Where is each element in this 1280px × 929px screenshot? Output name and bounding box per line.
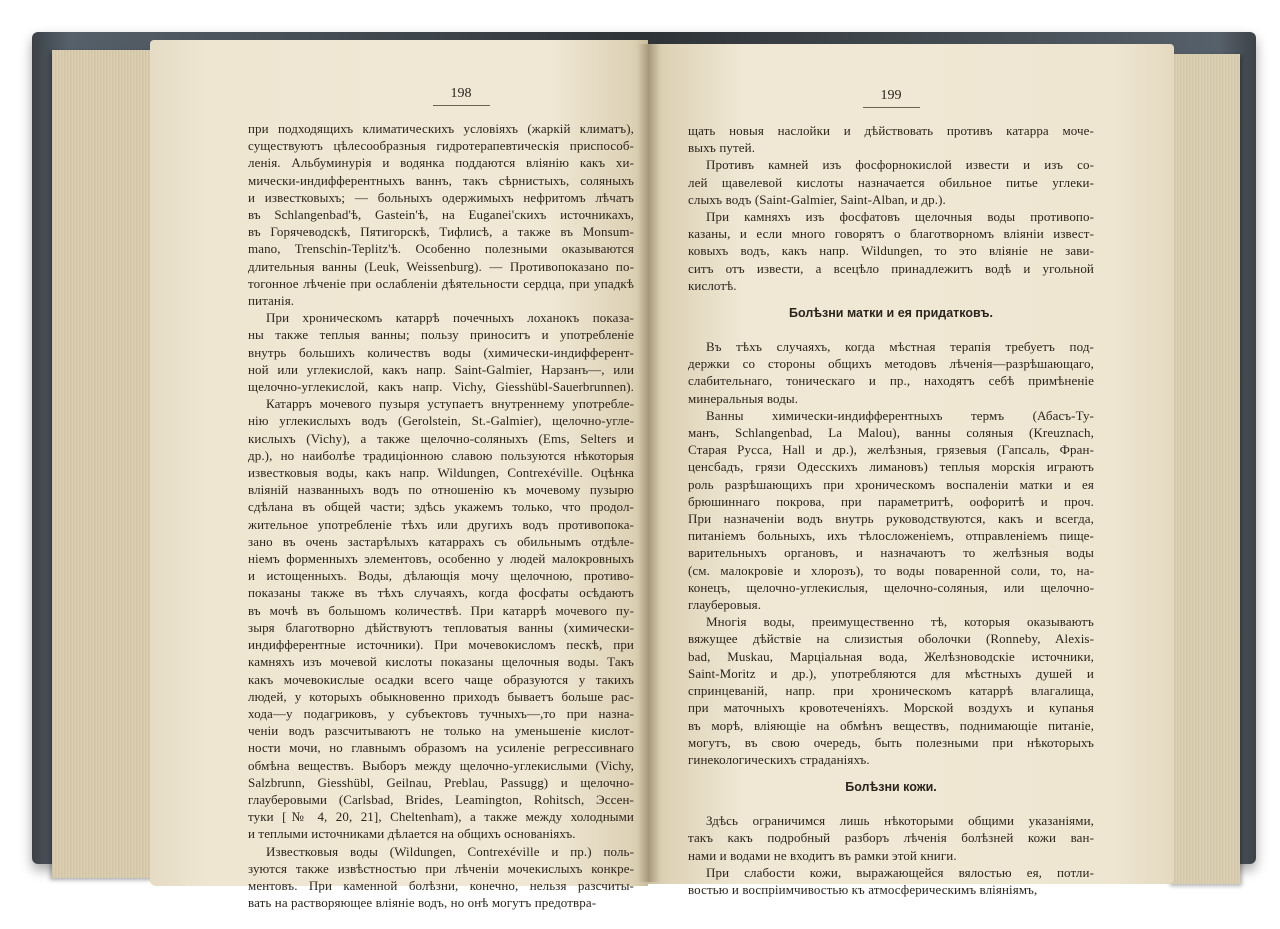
text-line: известковыя воды, какъ напр. Wildungen, Contrexéville. Оцѣнка bbox=[248, 465, 634, 481]
text-line: глауберовыя. bbox=[688, 597, 762, 613]
text-line: востью и воспріимчивостью къ атмосферическимъ вліяніямъ, bbox=[688, 881, 1038, 897]
text-line: въ Горячеводскѣ, Пятигорскѣ, Тифлисѣ, а также въ Monsum- bbox=[248, 224, 634, 240]
text-line: др.), но наиболѣе традиціонною славою пользуются нѣкоторыя bbox=[248, 447, 634, 463]
text-line: нами и водами не входитъ въ рамки этой книги. bbox=[688, 847, 957, 863]
text-line: кислыхъ (Vichy), а также щелочно-соляныхъ (Ems, Selters и bbox=[248, 430, 634, 446]
text-line: зано въ очень застарѣлыхъ катаррахъ съ обильнымъ отдѣле- bbox=[248, 533, 634, 549]
text-line: Въ тѣхъ случаяхъ, когда мѣстная терапія требуетъ под- bbox=[706, 339, 1094, 355]
text-line: въ морѣ, вліяющіе на обмѣнъ веществъ, поднимающіе питаніе, bbox=[688, 717, 1094, 733]
text-line: сдѣлана въ общей части; здѣсь укажемъ только, что продол- bbox=[248, 499, 634, 515]
text-line: конецъ, щелочно-углекислыя, щелочно-соляныя, или щелочно- bbox=[688, 579, 1094, 595]
text-line: bad, Muskau, Марціальная вода, Желѣзноводскіе источники, bbox=[688, 648, 1094, 664]
text-line: Ванны химически-индифферентныхъ термъ (Абасъ-Ту- bbox=[706, 407, 1094, 423]
text-line: минеральныя воды. bbox=[688, 390, 799, 406]
text-line: и известковыхъ; — больныхъ одержимыхъ нефритомъ лѣчатъ bbox=[248, 189, 634, 205]
text-line: Saint-Moritz и др.), употребляются для мѣстныхъ душей и bbox=[688, 665, 1094, 681]
text-line: жительное употребленіе тѣхъ или другихъ водъ противопока- bbox=[248, 516, 634, 532]
text-line: слыхъ водъ (Saint-Galmier, Saint-Alban, и др.). bbox=[688, 191, 946, 207]
text-line: питанія. bbox=[248, 293, 295, 309]
text-line: и истощенныхъ. Воды, дѣлающія мочу щелочною, противо- bbox=[248, 568, 634, 584]
text-line: варительныхъ органовъ, и назначаютъ то желѣзныя воды bbox=[688, 545, 1094, 561]
text-line: ности мочи, но главнымъ образомъ на усиленіе регрессивнаго bbox=[248, 740, 634, 756]
text-line: манъ, Schlangenbad, La Malou), ванны соляныя (Kreuznach, bbox=[688, 425, 1094, 441]
text-line: при подходящихъ климатическихъ условіяхъ (жаркій климатъ), bbox=[248, 121, 634, 136]
text-line: щать новыя наслойки и дѣйствовать противъ катарра моче- bbox=[688, 123, 1094, 138]
text-line: спринцеваній, напр. при хроническомъ катаррѣ влагалища, bbox=[688, 683, 1094, 699]
text-line: людей, у которыхъ обыкновенно приходъ бываетъ больше рас- bbox=[248, 688, 634, 704]
text-line: могутъ, въ свою очередь, быть полезными при нѣкоторыхъ bbox=[688, 734, 1094, 750]
text-line: казаны, и если много говорятъ о благотворномъ вліяніи извест- bbox=[688, 226, 1094, 242]
text-line: обмѣна веществъ. Выборъ между щелочно-углекислыми (Vichy, bbox=[248, 757, 634, 773]
text-line: камняхъ изъ мочевой кислоты показаны щелочныя воды. Такъ bbox=[248, 654, 634, 670]
left-page-text bbox=[248, 120, 634, 911]
text-line: держки со стороны общихъ методовъ лѣченія—разрѣшающаго, bbox=[688, 356, 1094, 372]
text-line: вать на растворяющее вліяніе водъ, но онѣ могутъ предотвра- bbox=[248, 895, 597, 911]
left-page-edges bbox=[52, 50, 162, 878]
text-line: зуются также извѣстностью при лѣченіи мочекислыхъ конкре- bbox=[248, 860, 634, 876]
text-line: При камняхъ изъ фосфатовъ щелочныя воды противопо- bbox=[706, 209, 1094, 225]
text-line: существуютъ цѣлесообразныя гидротерапевтическія приспособ- bbox=[248, 138, 634, 154]
text-line: При назначеніи водъ внутрь руководствуются, какъ и всегда, bbox=[688, 511, 1094, 527]
text-line: въ мочѣ въ большомъ количествѣ. При катаррѣ мочевого пу- bbox=[248, 602, 634, 618]
text-line: показаны также въ тѣхъ случаяхъ, когда фосфаты осѣдаютъ bbox=[248, 585, 634, 601]
text-line: слабительнаго, тоническаго и пр., находятъ себѣ примѣненіе bbox=[688, 373, 1094, 389]
text-line: въ Schlangenbad'ѣ, Gastein'ѣ, на Euganei'скихъ источникахъ, bbox=[248, 207, 634, 223]
text-line: Многія воды, преимущественно тѣ, которыя оказываютъ bbox=[706, 614, 1094, 630]
text-line: тогонное лѣченіе при ослабленіи дѣятельности сердца, при упадкѣ bbox=[248, 275, 634, 291]
text-line: Противъ камней изъ фосфорнокислой извести и изъ со- bbox=[706, 157, 1094, 173]
right-text-block-1 bbox=[688, 122, 1094, 294]
text-line: при маточныхъ кровотеченіяхъ. Морской воздухъ и купанья bbox=[688, 700, 1094, 716]
text-line: вяжущее дѣйствіе на слизистыя оболочки (Ronneby, Alexis- bbox=[688, 631, 1094, 647]
text-line: Катарръ мочевого пузыря уступаетъ внутреннему употребле- bbox=[266, 396, 634, 412]
text-line: нію углекислыхъ водъ (Gerolstein, St.-Galmier), щелочно-угле- bbox=[248, 413, 634, 429]
text-line: внутрь большихъ количествъ воды (химически-индифферент- bbox=[248, 344, 634, 360]
text-line: гинекологическихъ страданіяхъ. bbox=[688, 751, 870, 767]
text-line: ценсбадъ, грязи Одесскихъ лимановъ) теплыя морскія играютъ bbox=[688, 459, 1094, 475]
text-line: Известковыя воды (Wildungen, Contrexéville и пр.) поль- bbox=[266, 843, 634, 859]
text-line: индифферентные источники). При мочевокисломъ пескѣ, при bbox=[248, 637, 634, 653]
text-line: и теплыми источниками дѣлается на общихъ основаніяхъ. bbox=[248, 826, 576, 842]
text-line: хода—у подагриковъ, у субъектовъ тучныхъ—,то при назна- bbox=[248, 705, 634, 721]
text-line: ленія. Альбуминурія и водянка поддаются вліянію какъ хи- bbox=[248, 155, 634, 171]
text-line: зыря благотворно дѣйствуютъ тепловатыя ванны (химически- bbox=[248, 619, 634, 635]
text-line: ной или углекислой, какъ напр. Saint-Galmier, Нарзанъ—, или bbox=[248, 361, 634, 377]
page-number-right: 199 bbox=[688, 88, 1094, 108]
section-heading-skin: Болѣзни кожи. bbox=[845, 780, 937, 795]
text-line: питаніемъ больныхъ, ихъ тѣлосложеніемъ, отправленіемъ пище- bbox=[688, 528, 1094, 544]
right-page bbox=[648, 44, 1174, 897]
page-number-left: 198 bbox=[288, 86, 634, 106]
text-line: ны также теплыя ванны; пользу приноситъ и употребленіе bbox=[248, 327, 634, 343]
right-text-block-2 bbox=[688, 338, 1094, 768]
text-line: Здѣсь ограничимся лишь нѣкоторыми общими указаніями, bbox=[706, 813, 1094, 829]
text-line: такъ какъ подробный разборъ лѣченія болѣзней кожи ван- bbox=[688, 830, 1094, 846]
text-line: При слабости кожи, выражающейся вялостью ея, потли- bbox=[706, 864, 1094, 880]
text-line: ситъ отъ извести, а всецѣло принадлежитъ водѣ и угольной bbox=[688, 260, 1094, 276]
text-line: какъ мочевокислые осадки всего чаще образуются у такихъ bbox=[248, 671, 634, 687]
text-line: вліяній названныхъ водъ по отношенію къ мочевому пузырю bbox=[248, 482, 634, 498]
text-line: ментовъ. При каменной болѣзни, конечно, нельзя разсчиты- bbox=[248, 877, 634, 893]
left-page bbox=[150, 40, 648, 911]
text-line: роль разрѣшающихъ при хроническомъ воспаленіи матки и ея bbox=[688, 476, 1094, 492]
text-line: мически-индифферентныхъ ваннъ, такъ сѣрнистыхъ, соляныхъ bbox=[248, 172, 634, 188]
text-line: (см. малокровіе и хлорозъ), то воды поваренной соли, то, на- bbox=[688, 562, 1094, 578]
text-line: щелочно-углекислой, какъ напр. Vichy, Giesshübl-Sauerbrunnen). bbox=[248, 379, 634, 395]
text-line: лей щавелевой кислоты назначается обильное питье углеки- bbox=[688, 174, 1094, 190]
text-line: ковыхъ водъ, какъ напр. Wildungen, то это вліяніе не зави- bbox=[688, 243, 1094, 259]
text-line: mano, Trenschin-Teplitz'ѣ. Особенно полезными оказываются bbox=[248, 241, 634, 257]
right-page-edges bbox=[1168, 54, 1240, 884]
text-line: ніемъ форменныхъ элементовъ, особенно у людей малокровныхъ bbox=[248, 551, 634, 567]
right-text-block-3 bbox=[688, 812, 1094, 898]
text-line: Salzbrunn, Giesshübl, Geilnau, Preblau, Passugg) и щелочно- bbox=[248, 774, 634, 790]
text-line: ченіи водъ разсчитываютъ не только на уменьшеніе кислот- bbox=[248, 723, 634, 739]
text-line: Старая Русса, Hall и др.), желѣзныя, грязевыя (Гапсаль, Фран- bbox=[688, 442, 1094, 458]
text-line: длительныя ванны (Leuk, Weissenburg). — Противопоказано по- bbox=[248, 258, 634, 274]
section-heading-uterus: Болѣзни матки и ея придатковъ. bbox=[789, 306, 993, 321]
text-line: глауберовыми (Carlsbad, Brides, Leamington, Rohitsch, Эссен- bbox=[248, 791, 634, 807]
text-line: кислотѣ. bbox=[688, 277, 737, 293]
text-line: При хроническомъ катаррѣ почечныхъ лоханокъ показа- bbox=[266, 310, 634, 326]
text-line: туки [№ 4, 20, 21], Cheltenham), а также между холодными bbox=[248, 809, 634, 825]
text-line: выхъ путей. bbox=[688, 140, 756, 156]
text-line: брюшиннаго покрова, при параметритѣ, оофоритѣ и проч. bbox=[688, 493, 1094, 509]
